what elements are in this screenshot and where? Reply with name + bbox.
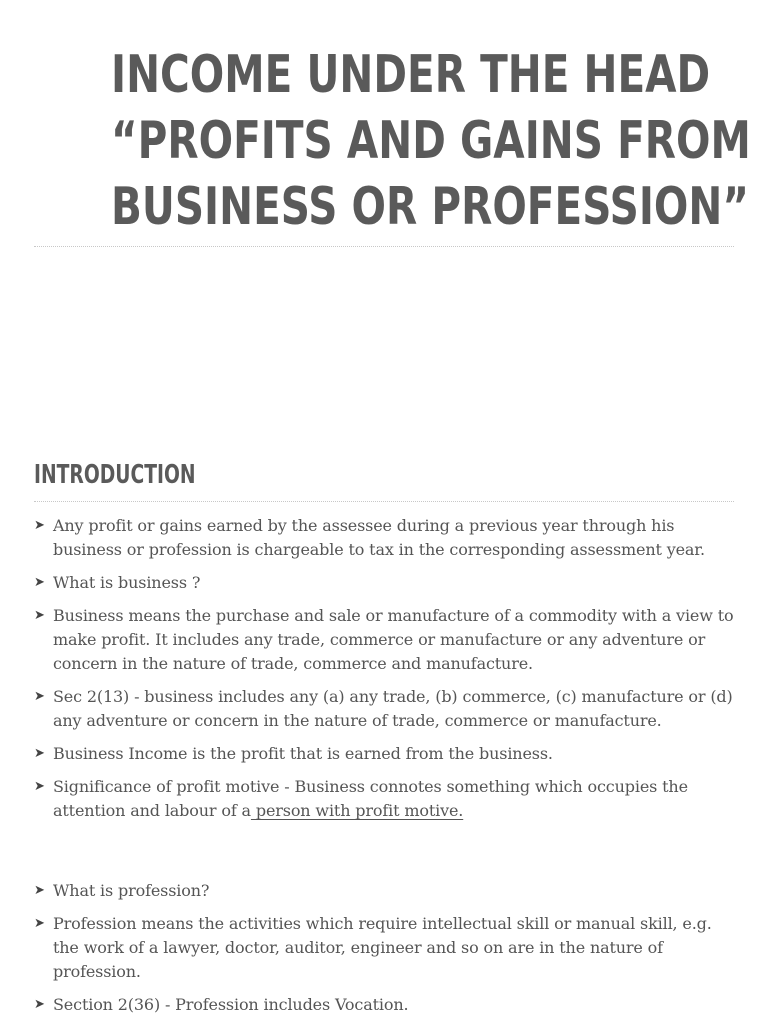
bullet-text: Significance of profit motive - Business connotes something which occupies the attention and labour of a xyxy=(53,777,688,820)
title-slide xyxy=(0,0,768,420)
title-line-3: BUSINESS OR PROFESSION” xyxy=(111,177,749,237)
arrow-icon: ➤ xyxy=(34,916,45,931)
list-item xyxy=(34,685,734,733)
bullet-text: Any profit or gains earned by the assessee during a previous year through his business or profession is chargeable to tax in the corresponding assessment year. xyxy=(53,516,705,559)
list-item xyxy=(34,604,734,676)
arrow-icon: ➤ xyxy=(34,518,45,533)
bullet-text: Business means the purchase and sale or manufacture of a commodity with a view to make profit. It includes any trade, commerce or manufacture or any adventure or concern in the nature of trade, commerce and manufacture. xyxy=(53,606,734,673)
bullet-text: Section 2(36) - Profession includes Vocation. xyxy=(53,995,409,1014)
bullet-text: What is business ? xyxy=(53,573,201,592)
bullet-text: Sec 2(13) - business includes any (a) any trade, (b) commerce, (c) manufacture or (d) any adventure or concern in the nature of trade, commerce or manufacture. xyxy=(53,687,733,730)
title-divider xyxy=(34,246,734,247)
bullet-text: Business Income is the profit that is earned from the business. xyxy=(53,744,553,763)
arrow-icon: ➤ xyxy=(34,746,45,761)
list-item xyxy=(34,514,734,562)
list-item xyxy=(34,993,734,1017)
arrow-icon: ➤ xyxy=(34,608,45,623)
list-item xyxy=(34,571,734,595)
list-item xyxy=(34,879,734,903)
title-line-2: “PROFITS AND GAINS FROM xyxy=(111,111,751,171)
arrow-icon: ➤ xyxy=(34,779,45,794)
bullet-text: What is profession? xyxy=(53,881,210,900)
arrow-icon: ➤ xyxy=(34,997,45,1012)
list-item xyxy=(34,775,734,823)
list-item xyxy=(34,912,734,984)
arrow-icon: ➤ xyxy=(34,575,45,590)
bullet-text: Profession means the activities which require intellectual skill or manual skill, e.g. the work of a lawyer, doctor, auditor, engineer and so on are in the nature of profession. xyxy=(53,914,712,981)
underlined-phrase: person with profit motive. xyxy=(250,801,464,820)
section-heading: INTRODUCTION xyxy=(34,460,196,490)
list-item xyxy=(34,742,734,766)
arrow-icon: ➤ xyxy=(34,689,45,704)
page-title xyxy=(34,42,751,240)
title-line-1: INCOME UNDER THE HEAD xyxy=(111,45,711,105)
section-divider xyxy=(34,501,734,502)
arrow-icon: ➤ xyxy=(34,883,45,898)
bullet-list xyxy=(34,514,734,1026)
